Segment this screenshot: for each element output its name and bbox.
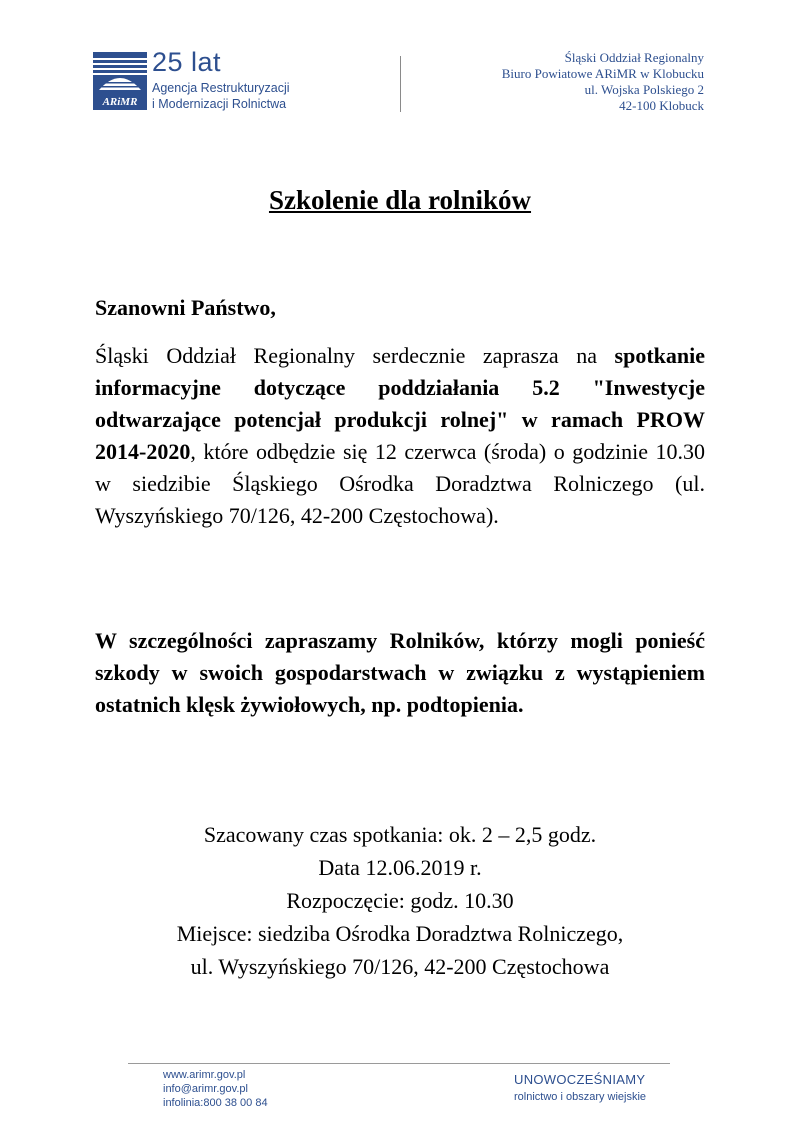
invitation-text-end: , które odbędzie się 12 czerwca (środa) o godzinie 10.30 w siedzibie Śląskiego Ośrodka Doradztwa Rolniczego (ul. Wyszyńskiego 70/126, 42-200 Częstochowa). xyxy=(95,439,705,528)
address-line: 42-100 Klobuck xyxy=(619,98,704,113)
invitation-paragraph xyxy=(95,340,705,532)
meeting-place: Miejsce: siedziba Ośrodka Doradztwa Rolniczego, xyxy=(176,921,624,946)
logo-agency-line2: i Modernizacji Rolnictwa xyxy=(152,97,287,111)
footer-divider xyxy=(128,1063,670,1064)
logo-years: 25 lat xyxy=(152,47,222,77)
salutation: Szanowni Państwo, xyxy=(95,295,276,320)
logo-agency-line1: Agencja Restrukturyzacji xyxy=(152,81,290,95)
meeting-address: ul. Wyszyńskiego 70/126, 42-200 Częstochowa xyxy=(190,954,610,979)
address-line: ul. Wojska Polskiego 2 xyxy=(584,82,704,97)
target-audience-paragraph: W szczególności zapraszamy Rolników, którzy mogli ponieść szkody w swoich gospodarstwach w związku z wystąpieniem ostatnich klęsk żywiołowych, np. podtopienia. xyxy=(95,628,705,717)
header-divider xyxy=(400,56,401,112)
slogan-subtitle: rolnictwo i obszary wiejskie xyxy=(514,1091,647,1103)
invitation-text-start: Śląski Oddział Regionalny serdecznie zaprasza na xyxy=(95,343,615,368)
meeting-duration: Szacowany czas spotkania: ok. 2 – 2,5 godz. xyxy=(203,822,597,847)
meeting-date: Data 12.06.2019 r. xyxy=(318,855,482,880)
address-line: Biuro Powiatowe ARiMR w Klobucku xyxy=(501,66,704,81)
meeting-details xyxy=(0,818,800,983)
arimr-logo-mark-icon xyxy=(93,52,147,110)
arimr-logo xyxy=(93,47,293,117)
hotline: infolinia:800 38 00 84 xyxy=(163,1097,268,1109)
website-link[interactable]: www.arimr.gov.pl xyxy=(163,1069,246,1081)
email-link[interactable]: info@arimr.gov.pl xyxy=(163,1083,248,1095)
logo-mark-text: ARiMR xyxy=(102,96,138,108)
document-title: Szkolenie dla rolników xyxy=(268,185,532,215)
invitation-meeting-topic: spotkanie informacyjne dotyczące poddziałania 5.2 "Inwestycje odtwarzające potencjał produkcji rolnej" w ramach PROW 2014-2020 xyxy=(95,343,705,464)
meeting-start-time: Rozpoczęcie: godz. 10.30 xyxy=(286,888,514,913)
slogan-title: UNOWOCZEŚNIAMY xyxy=(514,1072,646,1087)
office-address xyxy=(502,50,704,114)
address-line: Śląski Oddział Regionalny xyxy=(564,50,704,65)
footer-contacts xyxy=(163,1068,268,1110)
footer-slogan xyxy=(514,1072,646,1105)
